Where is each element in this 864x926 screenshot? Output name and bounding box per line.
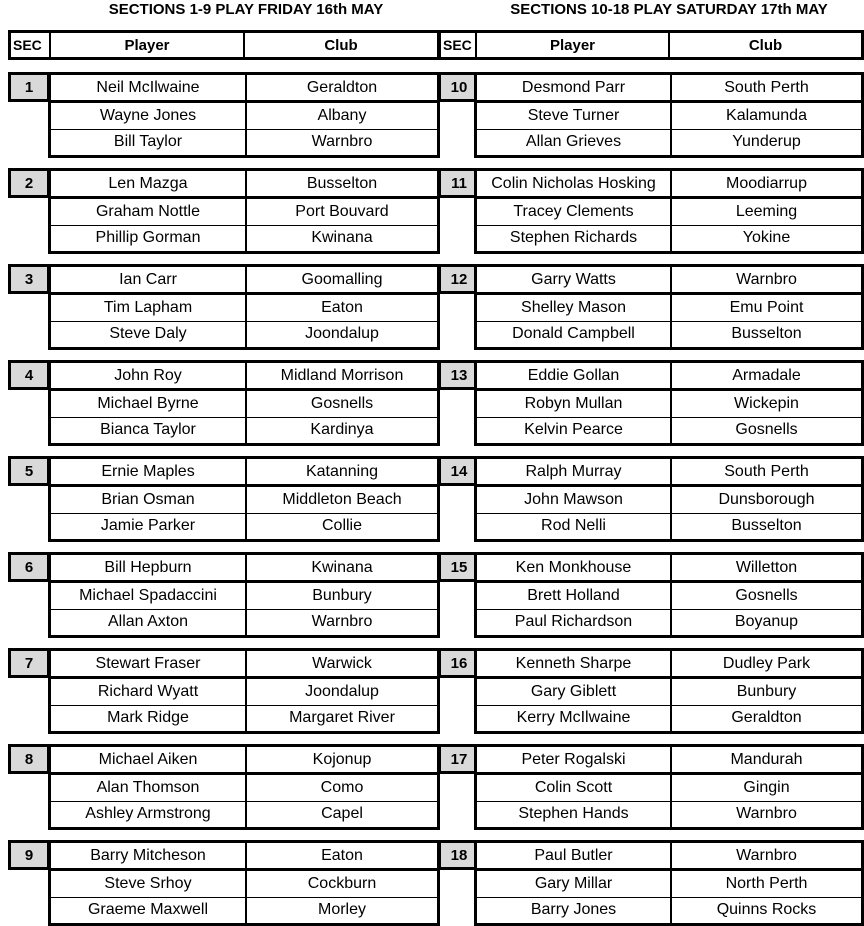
club-name: Eaton xyxy=(321,298,363,316)
club-name: Busselton xyxy=(731,517,802,535)
club-name: Boyanup xyxy=(734,613,799,631)
club-name: North Perth xyxy=(725,874,808,892)
player-name: Bill Hepburn xyxy=(51,555,247,580)
player-name: Brett Holland xyxy=(477,583,672,609)
player-name: Paul Butler xyxy=(477,843,672,868)
player-name: Garry Watts xyxy=(477,267,672,292)
table-row xyxy=(51,225,437,252)
table-row xyxy=(51,555,437,582)
club-name: Dudley Park xyxy=(722,654,811,672)
section-players-table xyxy=(474,744,864,830)
header-left xyxy=(8,30,440,60)
player-name: Gary Millar xyxy=(477,871,672,897)
table-row xyxy=(477,801,861,828)
table-row xyxy=(51,513,437,540)
club-name: Quinns Rocks xyxy=(716,901,817,919)
section-players-table xyxy=(48,264,440,350)
header-player: Player xyxy=(477,33,670,57)
section-number: 6 xyxy=(8,552,50,582)
club-name: Bunbury xyxy=(312,586,372,604)
section-number: 4 xyxy=(8,360,50,390)
club-name: Kwinana xyxy=(311,558,373,576)
player-name: Eddie Gollan xyxy=(477,363,672,388)
club-name: Warnbro xyxy=(311,133,373,151)
player-name: Barry Mitcheson xyxy=(51,843,247,868)
player-name: Allan Grieves xyxy=(477,130,672,156)
section-number: 18 xyxy=(438,840,480,870)
table-row xyxy=(51,198,437,225)
section-players-table xyxy=(474,648,864,734)
player-name: Phillip Gorman xyxy=(51,226,247,252)
table-row xyxy=(51,102,437,129)
club-name: Goomalling xyxy=(301,270,383,288)
table-row xyxy=(477,198,861,225)
club-name: Port Bouvard xyxy=(295,202,389,220)
player-name: Barry Jones xyxy=(477,898,672,924)
player-name: Steve Srhoy xyxy=(51,871,247,897)
table-row xyxy=(477,609,861,636)
player-name: Tim Lapham xyxy=(51,295,247,321)
player-name: Bill Taylor xyxy=(51,130,247,156)
player-name: Stephen Richards xyxy=(477,226,672,252)
section-players-table xyxy=(474,168,864,254)
player-name: Michael Byrne xyxy=(51,391,247,417)
club-name: Middleton Beach xyxy=(282,490,402,508)
player-name: Graham Nottle xyxy=(51,199,247,225)
section-number: 9 xyxy=(8,840,50,870)
section-players-table xyxy=(48,168,440,254)
player-name: Allan Axton xyxy=(51,610,247,636)
table-row xyxy=(477,774,861,801)
table-row xyxy=(477,102,861,129)
player-name: Jamie Parker xyxy=(51,514,247,540)
section-players-table xyxy=(474,72,864,158)
section-players-table xyxy=(48,360,440,446)
table-row xyxy=(51,582,437,609)
club-name: Kalamunda xyxy=(726,106,807,124)
club-name: Eaton xyxy=(321,846,363,864)
player-name: Richard Wyatt xyxy=(51,679,247,705)
table-row xyxy=(51,171,437,198)
section-number: 5 xyxy=(8,456,50,486)
club-name: Mandurah xyxy=(730,750,803,768)
player-name: Ralph Murray xyxy=(477,459,672,484)
club-name: Kojonup xyxy=(312,750,372,768)
title-friday: SECTIONS 1-9 PLAY FRIDAY 16th MAY xyxy=(108,1,384,18)
club-name: Warnbro xyxy=(736,805,797,823)
table-row xyxy=(477,486,861,513)
section-number: 1 xyxy=(8,72,50,102)
table-row xyxy=(477,678,861,705)
player-name: Len Mazga xyxy=(51,171,247,196)
club-name: Gosnells xyxy=(310,394,374,412)
player-name: Colin Nicholas Hosking xyxy=(477,171,672,196)
table-row xyxy=(477,417,861,444)
club-name: Como xyxy=(320,778,364,796)
club-name: Busselton xyxy=(306,174,378,192)
player-name: Kenneth Sharpe xyxy=(477,651,672,676)
player-name: Brian Osman xyxy=(51,487,247,513)
player-name: Ken Monkhouse xyxy=(477,555,672,580)
table-row xyxy=(51,678,437,705)
table-row xyxy=(51,363,437,390)
club-name: Joondalup xyxy=(305,325,379,343)
table-row xyxy=(51,417,437,444)
player-name: Graeme Maxwell xyxy=(51,898,247,924)
club-name: Kwinana xyxy=(311,229,373,247)
player-name: Steve Daly xyxy=(51,322,247,348)
table-row xyxy=(51,774,437,801)
player-name: Desmond Parr xyxy=(477,75,672,100)
section-players-table xyxy=(474,456,864,542)
player-name: Michael Spadaccini xyxy=(51,583,247,609)
section-players-table xyxy=(48,840,440,926)
player-name: Ernie Maples xyxy=(51,459,247,484)
player-name: Bianca Taylor xyxy=(51,418,247,444)
section-number: 8 xyxy=(8,744,50,774)
player-name: Tracey Clements xyxy=(477,199,672,225)
player-name: Michael Aiken xyxy=(51,747,247,772)
player-name: Colin Scott xyxy=(477,775,672,801)
section-players-table xyxy=(48,744,440,830)
player-name: Stephen Hands xyxy=(477,802,672,828)
table-row xyxy=(477,870,861,897)
section-number: 12 xyxy=(438,264,480,294)
player-name: Neil McIlwaine xyxy=(51,75,247,100)
table-row xyxy=(477,225,861,252)
table-row xyxy=(477,294,861,321)
player-name: Steve Turner xyxy=(477,103,672,129)
section-number: 17 xyxy=(438,744,480,774)
club-name: Moodiarrup xyxy=(726,174,807,192)
player-name: Donald Campbell xyxy=(477,322,672,348)
player-name: Rod Nelli xyxy=(477,514,672,540)
section-number: 7 xyxy=(8,648,50,678)
table-row xyxy=(51,390,437,417)
player-name: Gary Giblett xyxy=(477,679,672,705)
player-name: John Mawson xyxy=(477,487,672,513)
title-saturday: SECTIONS 10-18 PLAY SATURDAY 17th MAY xyxy=(510,1,828,18)
player-name: Kerry McIlwaine xyxy=(477,706,672,732)
club-name: South Perth xyxy=(724,78,809,96)
table-row xyxy=(477,747,861,774)
player-name: Shelley Mason xyxy=(477,295,672,321)
table-row xyxy=(51,651,437,678)
club-name: Yunderup xyxy=(732,133,801,151)
club-name: Leeming xyxy=(735,202,798,220)
club-name: Margaret River xyxy=(289,709,395,727)
section-number: 15 xyxy=(438,552,480,582)
player-name: Peter Rogalski xyxy=(477,747,672,772)
player-name: Robyn Mullan xyxy=(477,391,672,417)
club-name: Cockburn xyxy=(307,874,377,892)
table-row xyxy=(51,486,437,513)
header-sec: SEC xyxy=(441,33,477,57)
club-name: Kardinya xyxy=(310,421,374,439)
club-name: Armadale xyxy=(732,366,801,384)
club-name: Warnbro xyxy=(311,613,373,631)
club-name: Albany xyxy=(317,106,367,124)
club-name: Midland Morrison xyxy=(280,366,404,384)
table-row xyxy=(51,705,437,732)
section-players-table xyxy=(48,552,440,638)
club-name: Geraldton xyxy=(731,709,802,727)
section-number: 14 xyxy=(438,456,480,486)
table-row xyxy=(51,897,437,924)
table-row xyxy=(51,609,437,636)
section-number: 16 xyxy=(438,648,480,678)
player-name: Kelvin Pearce xyxy=(477,418,672,444)
player-name: Mark Ridge xyxy=(51,706,247,732)
section-players-table xyxy=(474,264,864,350)
table-row xyxy=(477,705,861,732)
club-name: Gingin xyxy=(743,778,790,796)
club-name: Bunbury xyxy=(736,682,797,700)
table-row xyxy=(477,129,861,156)
table-row xyxy=(51,459,437,486)
table-row xyxy=(51,843,437,870)
table-row xyxy=(51,801,437,828)
table-row xyxy=(51,294,437,321)
table-row xyxy=(477,513,861,540)
player-name: Wayne Jones xyxy=(51,103,247,129)
club-name: Willetton xyxy=(735,558,798,576)
club-name: Geraldton xyxy=(306,78,378,96)
club-name: Morley xyxy=(317,901,366,919)
club-name: Warnbro xyxy=(736,270,797,288)
table-row xyxy=(477,582,861,609)
table-row xyxy=(51,870,437,897)
header-club: Club xyxy=(324,36,358,54)
club-name: Joondalup xyxy=(305,682,379,700)
club-name: Warwick xyxy=(312,654,372,672)
section-number: 11 xyxy=(438,168,480,198)
player-name: Paul Richardson xyxy=(477,610,672,636)
club-name: Busselton xyxy=(731,325,802,343)
section-number: 3 xyxy=(8,264,50,294)
section-number: 13 xyxy=(438,360,480,390)
player-name: Ashley Armstrong xyxy=(51,802,247,828)
table-row xyxy=(477,390,861,417)
header-player: Player xyxy=(51,33,245,57)
club-name: Katanning xyxy=(305,462,379,480)
player-name: Alan Thomson xyxy=(51,775,247,801)
club-name: South Perth xyxy=(724,462,809,480)
section-players-table xyxy=(48,72,440,158)
table-row xyxy=(477,843,861,870)
table-row xyxy=(477,651,861,678)
club-name: Warnbro xyxy=(736,846,797,864)
header-club: Club xyxy=(748,36,783,54)
table-row xyxy=(51,267,437,294)
club-name: Capel xyxy=(321,805,363,823)
club-name: Dunsborough xyxy=(718,490,815,508)
club-name: Collie xyxy=(321,517,362,535)
table-row xyxy=(51,129,437,156)
player-name: Stewart Fraser xyxy=(51,651,247,676)
table-row xyxy=(477,75,861,102)
table-row xyxy=(477,171,861,198)
section-players-table xyxy=(474,360,864,446)
section-players-table xyxy=(48,456,440,542)
table-row xyxy=(477,321,861,348)
section-players-table xyxy=(474,840,864,926)
header-sec: SEC xyxy=(11,33,51,57)
table-row xyxy=(51,747,437,774)
club-name: Gosnells xyxy=(735,586,798,604)
table-row xyxy=(477,897,861,924)
player-name: Ian Carr xyxy=(51,267,247,292)
table-row xyxy=(477,459,861,486)
table-row xyxy=(477,267,861,294)
table-row xyxy=(51,321,437,348)
club-name: Yokine xyxy=(742,229,791,247)
table-row xyxy=(477,555,861,582)
section-players-table xyxy=(48,648,440,734)
table-row xyxy=(477,363,861,390)
club-name: Gosnells xyxy=(735,421,798,439)
section-players-table xyxy=(474,552,864,638)
player-name: John Roy xyxy=(51,363,247,388)
section-number: 10 xyxy=(438,72,480,102)
header-right xyxy=(438,30,864,60)
club-name: Emu Point xyxy=(729,298,804,316)
club-name: Wickepin xyxy=(734,394,799,412)
section-number: 2 xyxy=(8,168,50,198)
table-row xyxy=(51,75,437,102)
